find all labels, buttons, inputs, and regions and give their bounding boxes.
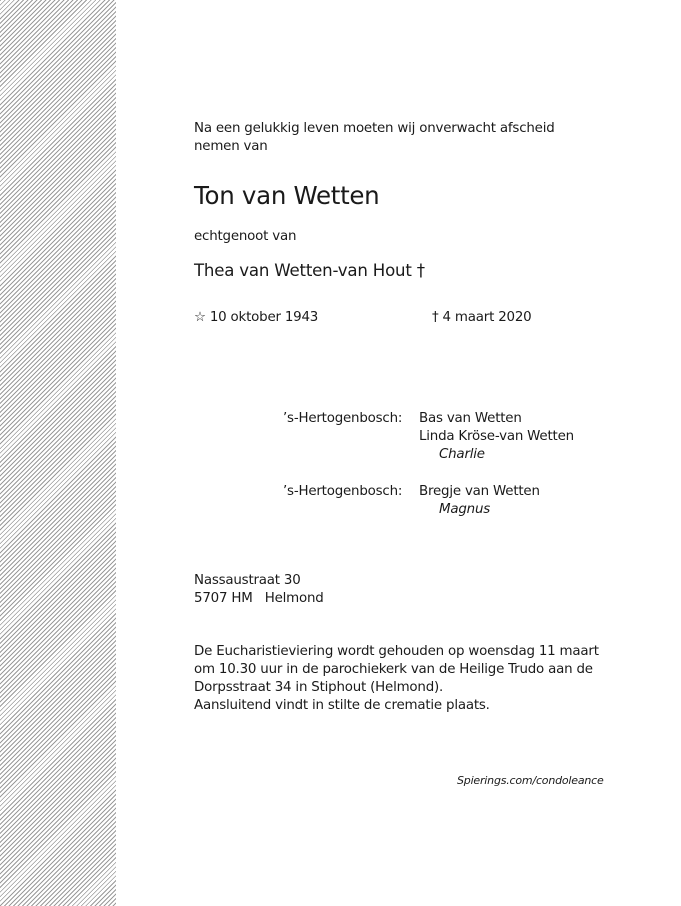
- relation-label: echtgenoot van: [194, 229, 297, 244]
- intro-line: nemen van: [194, 139, 268, 154]
- intro-line: Na een gelukkig leven moeten wij onverwacht afscheid: [194, 121, 555, 136]
- family-member: Bas van Wetten: [419, 411, 522, 426]
- condolence-website: Spierings.com/condoleance: [457, 774, 604, 787]
- service-line: Aansluitend vindt in stilte de crematie plaats.: [194, 698, 490, 713]
- address-street: Nassaustraat 30: [194, 573, 301, 588]
- family-member: Linda Kröse-van Wetten: [419, 429, 574, 444]
- family-city: ’s-Hertogenbosch:: [283, 411, 403, 426]
- intro-text: [194, 120, 555, 156]
- service-line: om 10.30 uur in de parochiekerk van de Heilige Trudo aan de: [194, 662, 593, 677]
- correspondence-address: [194, 572, 324, 608]
- birth-date: ☆ 10 oktober 1943: [194, 310, 319, 325]
- family-member: Bregje van Wetten: [419, 484, 540, 499]
- death-notice: [194, 0, 614, 906]
- decorative-hatched-border: [0, 0, 116, 906]
- spouse-name: Thea van Wetten-van Hout †: [194, 261, 425, 280]
- family-pet: Charlie: [439, 447, 485, 462]
- address-postal-city: 5707 HM Helmond: [194, 591, 324, 606]
- family-pet: Magnus: [439, 502, 491, 517]
- deceased-name: Ton van Wetten: [194, 181, 380, 210]
- death-date: † 4 maart 2020: [432, 310, 532, 325]
- service-line: Dorpsstraat 34 in Stiphout (Helmond).: [194, 680, 444, 695]
- service-line: De Eucharistieviering wordt gehouden op woensdag 11 maart: [194, 644, 599, 659]
- family-city: ’s-Hertogenbosch:: [283, 484, 403, 499]
- service-details: [194, 643, 599, 715]
